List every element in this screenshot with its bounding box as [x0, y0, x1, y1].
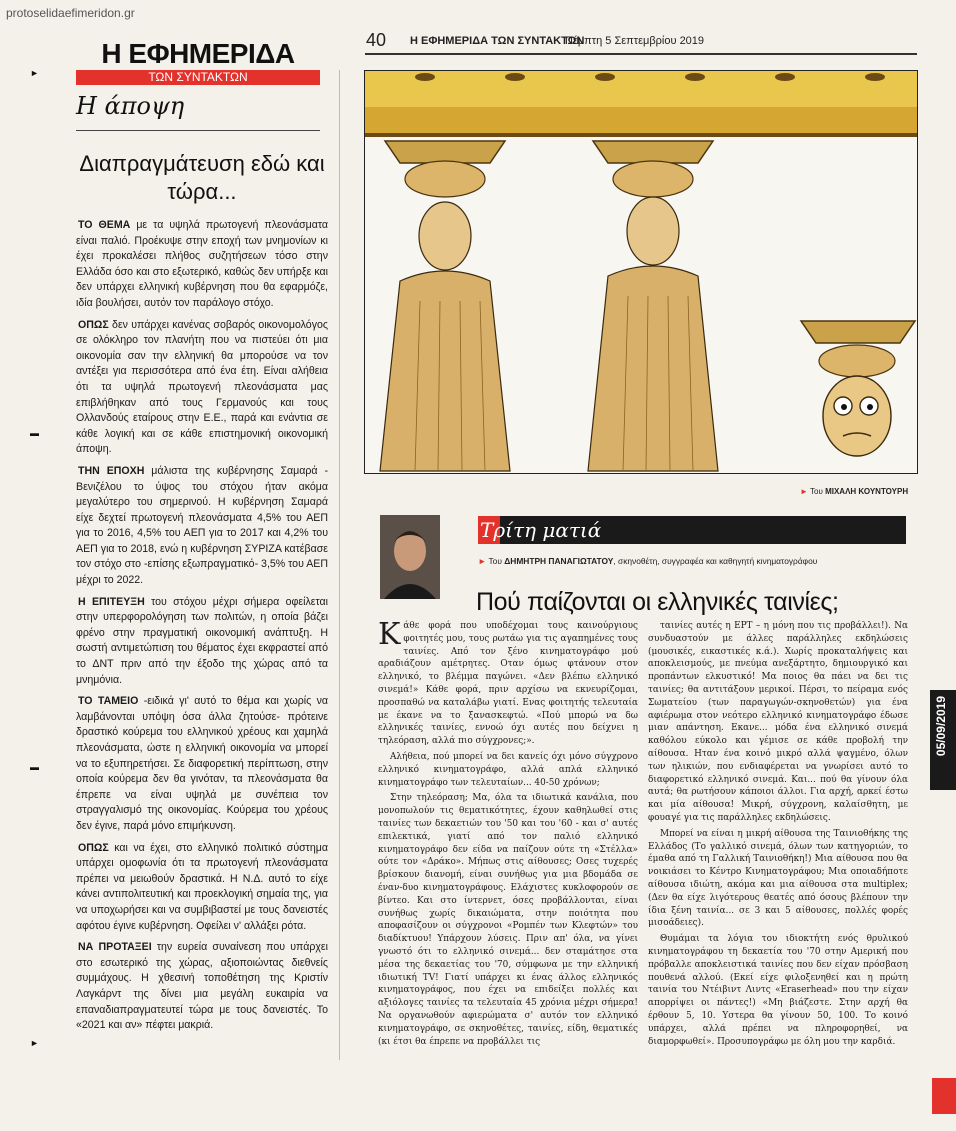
edge-date-tab — [930, 690, 956, 790]
column-right-body — [648, 620, 908, 1048]
paragraph-lead: ΤΟ ΘΕΜΑ — [78, 219, 131, 231]
paper-name: Η ΕΦΗΜΕΡΙΔΑ ΤΩΝ ΣΥΝΤΑΚΤΩΝ — [410, 35, 585, 47]
column-left-body — [378, 617, 638, 1048]
arrow-icon: ► — [800, 487, 808, 496]
paragraph-text: άθε φορά που υποδέχομαι τους καινούργιους φοιτητές μου, τους ρωτάω για τις αγαπημένες τους ταινίες. Από τον ξένο κινηματογράφο μού αραδιάζουν αμέτρητες. Οταν όμως φτάνουν στον ελληνικό, το βλέμμα παγώνει. «Δεν βλέπω ελληνικό σινεμά!» Κάθε φορά, πριν αρχίσω να εκνευρίζομαι, προσπαθώ να καταλάβω γιατί. Ενας φοιτητής τελευταία με έκανε να το ξανασκεφτώ. «Πού μπορώ να δω ελληνικές ταινίες, εννοώ όχι αυτές που δείχνει η τηλεόραση, αλλά πιο σύγχρονες;». — [378, 621, 638, 747]
editorial-paragraph — [76, 694, 328, 834]
column-paragraph — [648, 828, 908, 930]
paragraph-text: του στόχου μέχρι σήμερα οφείλεται στην υπερφορολόγηση των πολιτών, η οποία βάζει φρένο στην πραγματική οικονομική ανάπτυξη. Η σωστή αντιμετώπιση του θέματος έχει εκφραστεί από το ΔΝΤ πριν από την έξοδο της χώρας από τα μνημόνια. — [76, 595, 328, 686]
editorial-paragraph — [76, 940, 328, 1034]
column-section-title: Τρίτη ματιά — [480, 518, 602, 542]
editorial-column — [76, 150, 328, 1040]
paragraph-text: -ειδικά γι' αυτό το θέμα και χωρίς να λαμβάνονται υπόψη όσα άλλα ζητούσε- πρότεινε δραστικό κούρεμα του ελληνικού χρέους και χαμηλά πλεονάσματα, ώστε η ελληνική οικονομία να μπορεί να το εξυπηρετήσει. Σε διαφορετική περίπτωση, στην οποία κούρεμα δεν θα γινόταν, τα πλεονάσματα θα έπρεπε να είναι υψηλά με συνέπεια τον στραγγαλισμό της οικονομίας. Κούρεμα του χρέους δεν έγινε, παρά μόνο επιμήκυνση. — [76, 695, 328, 832]
paragraph-text: Θυμάμαι τα λόγια του ιδιοκτήτη ενός θρυλικού κινηματογράφου τη δεκαετία του '70 στην Αμερική που πρόβαλλε αποκλειστικά ταινίες που δεν είχαν πρόσβαση πουθενά αλλού. (Εκεί είχε φιλοξενηθεί και η πρώτη ταινία του Ντέιβιντ Λιντς «Eraserhead» που την είχαν απορρίψει οι πάντες!) «Μη βιάζεστε. Στην αρχή θα έρθουν 5, 10. Υστερα θα γίνουν 50, 100. Το κοινό υπάρχει, αλλά πρέπει να πληροφορηθεί, να διαμορφωθεί». Προσυπογράφω με όλη μου την καρδιά. — [648, 934, 908, 1047]
editorial-paragraph — [76, 318, 328, 458]
logo-main-text: Η ΕΦΗΜΕΡΙΔΑ — [101, 38, 295, 69]
section-label: Η άποψη — [76, 92, 185, 120]
editorial-paragraph — [76, 595, 328, 689]
paragraph-text: δεν υπάρχει κανένας σοβαρός οικονομολόγος σε ολόκληρο τον πλανήτη που να πιστεύει ότι μια οικονομία σαν την ελληνική θα μπορούσε να τον αντέξει για περισσότερα από ένα έτη. Είναι αλήθεια ότι τα υψηλά πρωτογενή πλεονάσματα μας επιβλήθηκαν από τους Γερμανούς και τους Ολλανδούς εταίρους στην Ε.Ε., παρά και ενάντια σε κάθε λογική και σε κάθε επιστημονική οικονομική άποψη. — [76, 318, 328, 456]
caryatids-drawing — [365, 71, 918, 474]
editorial-title: Διαπραγμάτευση εδώ και τώρα... — [79, 151, 325, 204]
margin-mark: ▬ — [30, 428, 39, 438]
paragraph-text: Αλήθεια, πού μπορεί να δει κανείς όχι μόνο σύγχρονο ελληνικό κινηματογράφο, αλλά απλά ελληνικό κινηματογράφο των τελευταίων... 40-50 χρόνων; — [378, 751, 638, 788]
page-number: 40 — [366, 30, 387, 50]
column-text-right — [648, 620, 908, 1051]
paragraph-text: με τα υψηλά πρωτογενή πλεονάσματα είναι παλιό. Προέκυψε στην εποχή των μνημονίων κι έχει προκαλέσει πλήθος συζητήσεων τόσο στην Ελλάδα όσο και στο εξωτερικό, καθώς δεν υπήρξε και δεν υπάρχει ελληνική κυβέρνηση που θα εφαρμόζε, ιδία βουλήσει, αυτόν τον παράλογο στόχο. — [76, 219, 328, 309]
logo-sub-text: ΤΩΝ ΣΥΝΤΑΚΤΩΝ — [76, 70, 320, 85]
author-portrait-icon — [380, 515, 440, 599]
paragraph-lead: ΝΑ ΠΡΟΤΑΞΕΙ — [78, 941, 152, 954]
paragraph-text: την ευρεία συναίνεση που υπάρχει στο εσωτερικό της χώρας, αξιοποιώντας διεθνείς συμμάχους. Η χθεσινή τοποθέτηση της Κριστίν Λαγκάρντ της δίνει μια μεγάλη ευκαιρία να επαναδιαπραγματευτεί τώρα με τους δανειστές. Το «2021 και αν» πέφτει μακριά. — [76, 941, 328, 1032]
arrow-icon: ► — [478, 556, 487, 566]
paragraph-lead: Η ΕΠΙΤΕΥΞΗ — [78, 595, 145, 608]
issue-date: Πέμπτη 5 Σεπτεμβρίου 2019 — [565, 35, 705, 47]
editorial-body — [76, 218, 328, 1034]
paragraph-text: Μπορεί να είναι η μικρή αίθουσα της Ταινιοθήκης της Ελλάδος (Το γαλλικό σινεμά, όλων των κατηγοριών, το έμαθα από τη Γαλλική Ταινιοθήκη!) Μια αίθουσα που θα νοικιάσει το Κέντρο Κινηματογράφου; Μια οποιαδήποτε αίθουσα ιδιώτη, ακόμα και μια αίθουσα στα multiplex; (Δεν θα είχε λιγότερους θεατές από όσους βλέπουν την ίδια ξένη ταινία... σε 3 και 5 αίθουσες, πολλές φορές μισοάδειες). — [648, 828, 908, 929]
column-byline — [478, 556, 817, 566]
column-headline: Πού παίζονται οι ελληνικές ταινίες; — [476, 588, 839, 616]
paragraph-text: Στην τηλεόραση; Μα, όλα τα ιδιωτικά κανάλια, που μονοπωλούν τις θεματικότητες, έχουν καθηλωθεί στις ταινίες των δεκαετιών του '50 και του '60 - και σ' αυτές επιλεκτικά, γιατί από τον παλιό ελληνικό κινηματογράφο δεν είδα να παίζουν ούτε τη «Στέλλα» ούτε τον «Δράκο». Μήπως στις αίθουσες; Οσες τυχερές βρίσκουν διανομή, είναι συνήθως για μια βδομάδα σε έναν-δυο κινηματογράφους. Ελάχιστες κυκλοφορούν σε βίντεο. Και στο ίντερνετ, όσες προβάλλονται, είναι συνήθως χωρίς δικαιώματα, στην ποιότητα που αποφασίζουν οι σύγχρονοι «Ρομπέν των Κλεφτών» του διαδίκτυου! Υπάρχουν λύσεις. Πριν απ' όλα, να γίνει γνωστό ότι το ελληνικό σινεμά... δεν σταμάτησε στα μέσα της δεκαετίας του '70, σύμφωνα με την ελληνική ιδιωτική TV! Γιατί υπάρχει κι ένας άλλος ελληνικός κινηματογράφος, που έχει να επιδείξει πολλές και αξιόλογες ταινίες τα τελευταία 45 χρόνια μέχρι σήμερα! Να οργανωθούν αφιερώματα σ' αυτόν τον ελληνικό κινηματογράφο, σε σκηνοθέτες, ταινίες, είδη, θεματικές (κι έτσι θα έπρεπε να προβάλλει τις — [378, 793, 638, 1047]
section-rule — [76, 130, 320, 131]
paragraph-text: και να έχει, στο ελληνικό πολιτικό σύστημα υπάρχει ομοφωνία ότι τα πρωτογενή πλεονάσματα πρέπει να μειωθούν δραστικά. Η Ν.Δ. αυτό το είχε κάνει αντιπολιτευτική και προεκλογική σημαία της, για να υποχωρήσει και να συμβιβαστεί με τους δανειστές αφότου έγινε κυβέρνηση. Οφείλει ν' αλλάξει ρότα. — [76, 841, 328, 932]
edge-date: 05/09/2019 — [934, 696, 948, 757]
credit-name: ΜΙΧΑΛΗ ΚΟΥΝΤΟΥΡΗ — [825, 487, 909, 496]
margin-mark: ► — [30, 1038, 39, 1048]
editorial-paragraph — [76, 218, 328, 312]
paragraph-text: ταινίες αυτές η ΕΡΤ – η μόνη που τις προβάλλει!). Να συνδυαστούν με άλλες παράλληλες εκδηλώσεις (μουσικές, εικαστικές κ.ά.). Χωρίς προκαταλήψεις και αποκλεισμούς, με πνεύμα ανεξάρτητο, δημιουργικό και προπάντων ελκυστικό! Μα ποιος θα πάει να δει τις ταινίες; θα αντιτάξουν μερικοί. Πέρσι, το πείραμα ενός Σωματείου (των παραγωγών-σκηνοθετών) για ένα αφιέρωμα στον νεότερο ελληνικό κινηματογράφο έδωσε μιαν απάντηση. Εκανε... μόδα ένα ελληνικό σινεμά καθόλου εύκολο και γέμισε σε κάθε προβολή την αίθουσα. Ηταν ένα κοινό μικρό αλλά ψαγμένο, όλων των ηλικιών, που ενδιαφέρεται να γνωρίσει αυτό το διαφορετικό ελληνικό σινεμά. Και... πού θα γίνουν όλα αυτά; θα ρωτήσουν κάποιοι άλλοι. Για αρχή, αρκεί έστω και μία αίθουσα! Μικρή, σύγχρονη, καλαίσθητη, με φουαγέ για τις παράλληλες εκδηλώσεις. — [648, 621, 908, 823]
credit-prefix: Του — [810, 487, 823, 496]
column-divider — [339, 70, 340, 1060]
column-paragraph — [378, 751, 638, 789]
newspaper-logo — [76, 40, 320, 85]
paragraph-text: μάλιστα της κυβέρνησης Σαμαρά - Βενιζέλου το ύψος του στόχου ήταν ακόμα μεγαλύτερο του σημερινού. Η κυβέρνηση Σαμαρά είχε δεχτεί πρωτογενή πλεονάσματα 4,5% του ΑΕΠ για το 2016, 4,5% του ΑΕΠ για το 2017 και 4,2% του ΑΕΠ για το 2018, ενώ η κυβέρνηση ΣΥΡΙΖΑ κατέβασε τον στόχο στο -επίσης εξωπραγματικό- 3,5% του ΑΕΠ μέχρι το 2022. — [76, 464, 328, 587]
margin-mark: ▬ — [30, 762, 39, 772]
paragraph-lead: ΤΟ ΤΑΜΕΙΟ — [78, 695, 139, 708]
column-text-left — [378, 617, 638, 1051]
author-photo — [380, 515, 440, 599]
column-paragraph — [648, 620, 908, 825]
column-paragraph — [378, 617, 638, 748]
site-watermark: protoselidaefimeridon.gr — [6, 6, 135, 20]
cartoon-illustration — [364, 70, 918, 474]
byline-name: ΔΗΜΗΤΡΗ ΠΑΝΑΓΙΩΤΑΤΟΥ — [504, 556, 614, 566]
paragraph-lead: ΟΠΩΣ — [78, 841, 109, 854]
red-edge-tab — [932, 1078, 956, 1114]
margin-mark: ► — [30, 68, 39, 78]
editorial-paragraph — [76, 464, 328, 589]
drop-cap: Κ — [378, 617, 401, 652]
header-rule — [365, 53, 917, 55]
byline-role: , σκηνοθέτη, συγγραφέα και καθηγητή κινηματογράφου — [613, 556, 818, 566]
column-paragraph — [378, 792, 638, 1048]
cartoon-credit — [800, 487, 908, 496]
paragraph-lead: ΟΠΩΣ — [78, 318, 109, 331]
editorial-paragraph — [76, 841, 328, 935]
paragraph-lead: ΤΗΝ ΕΠΟΧΗ — [78, 464, 145, 477]
byline-prefix: Του — [488, 556, 502, 566]
column-paragraph — [648, 933, 908, 1048]
